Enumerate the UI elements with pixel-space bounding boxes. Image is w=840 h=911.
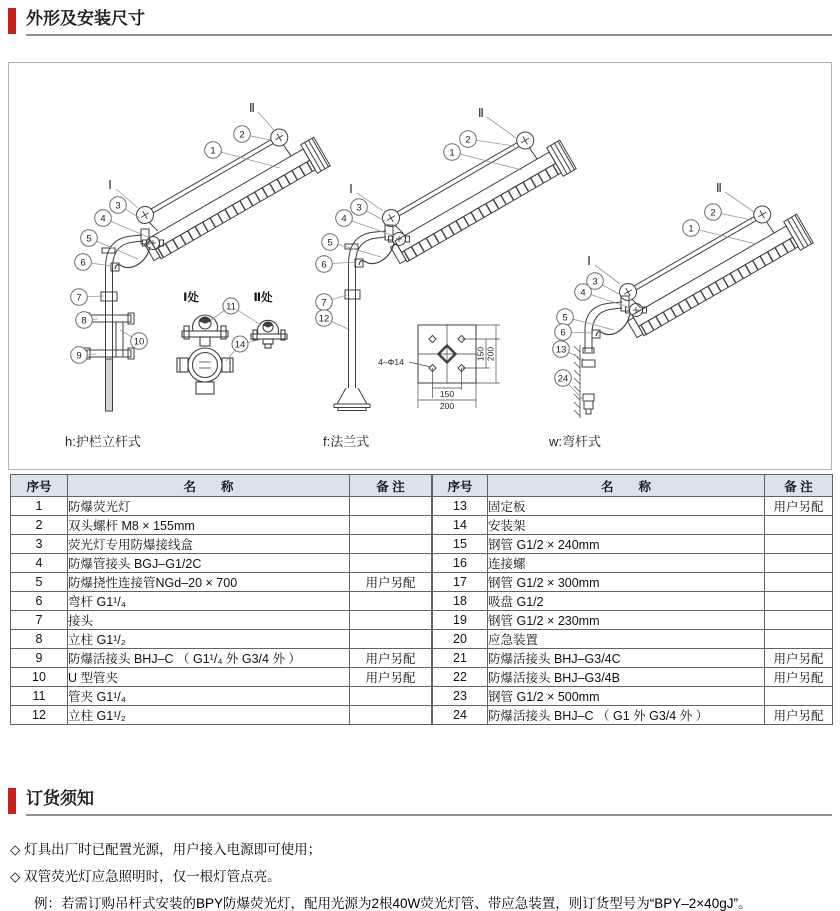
cell-name: 弯杆 G1¹/₄ — [68, 592, 350, 611]
svg-text:1: 1 — [449, 147, 455, 159]
svg-text:3: 3 — [356, 202, 362, 214]
callout-8 — [76, 312, 98, 329]
installation-drawings-panel — [8, 62, 832, 470]
table-row — [433, 706, 833, 725]
cell-no: 24 — [433, 706, 488, 725]
svg-text:1: 1 — [688, 223, 694, 235]
installation-drawings — [9, 63, 831, 469]
cell-name: 接头 — [68, 611, 350, 630]
svg-text:11: 11 — [226, 301, 236, 313]
cell-note — [350, 630, 432, 649]
cell-no: 18 — [433, 592, 488, 611]
cell-name: 双头螺杆 M8 × 155mm — [68, 516, 350, 535]
callout-6 — [555, 324, 593, 341]
svg-text:5: 5 — [562, 312, 568, 324]
callout-7 — [71, 289, 104, 306]
svg-text:Ⅱ处: Ⅱ处 — [253, 292, 273, 304]
table-row — [11, 668, 432, 687]
callout-24 — [555, 370, 585, 402]
svg-text:4: 4 — [100, 213, 106, 225]
cell-note — [765, 611, 833, 630]
callout-1 — [683, 220, 756, 244]
svg-text:6: 6 — [560, 327, 566, 339]
svg-text:3: 3 — [592, 276, 598, 288]
svg-text:8: 8 — [81, 315, 87, 327]
svg-text:12: 12 — [318, 313, 330, 325]
callout-10 — [120, 330, 147, 349]
svg-text:3: 3 — [115, 200, 121, 212]
callout-5 — [81, 230, 138, 259]
cell-no: 17 — [433, 573, 488, 592]
cell-name: 安装架 — [488, 516, 765, 535]
table-row — [11, 687, 432, 706]
cell-name: 立柱 G1¹/₂ — [68, 630, 350, 649]
callout-12 — [316, 310, 350, 330]
caption-guardrail-pole: h:护栏立杆式 — [65, 434, 141, 449]
parts-table-right — [432, 474, 833, 725]
flange-dim-150-v: 150 — [475, 346, 486, 362]
svg-text:Ⅱ: Ⅱ — [716, 181, 722, 195]
cell-no: 2 — [11, 516, 68, 535]
cell-name: 钢管 G1/2 × 230mm — [488, 611, 765, 630]
cell-note — [765, 516, 833, 535]
cell-name: 防爆活接头 BHJ–G3/4C — [488, 649, 765, 668]
cell-note — [350, 535, 432, 554]
callout-6 — [316, 256, 356, 273]
table-row — [11, 630, 432, 649]
callout-3 — [110, 197, 140, 218]
table-row — [11, 611, 432, 630]
cell-note: 用户另配 — [765, 497, 833, 516]
cell-no: 19 — [433, 611, 488, 630]
section-ordering-header — [8, 788, 832, 816]
cell-name: 荧光灯专用防爆接线盒 — [68, 535, 350, 554]
callout-3 — [587, 273, 621, 295]
table-row — [11, 573, 432, 592]
flange-dim-200-v: 200 — [485, 346, 496, 362]
svg-text:24: 24 — [557, 373, 569, 385]
table-row — [11, 535, 432, 554]
cell-no: 9 — [11, 649, 68, 668]
cell-no: 13 — [433, 497, 488, 516]
svg-text:10: 10 — [133, 336, 145, 348]
cell-name: 吸盘 G1/2 — [488, 592, 765, 611]
svg-text:Ⅱ: Ⅱ — [478, 106, 484, 120]
ordering-title: 订货须知 — [26, 789, 94, 808]
cell-no: 22 — [433, 668, 488, 687]
parts-table-left — [10, 474, 432, 725]
svg-text:2: 2 — [239, 129, 245, 141]
cell-no: 11 — [11, 687, 68, 706]
cell-note: 用户另配 — [765, 668, 833, 687]
svg-text:2: 2 — [710, 207, 716, 219]
table-row — [433, 611, 833, 630]
cell-no: 20 — [433, 630, 488, 649]
svg-text:4: 4 — [580, 287, 586, 299]
cell-name: 防爆荧光灯 — [68, 497, 350, 516]
note-example: 例：若需订购吊杆式安装的BPY防爆荧光灯，配用光源为2根40W荧光灯管、带应急装置，则订货型号为“BPY–2×40gJ”。 — [34, 896, 752, 911]
drawing-guardrail-pole — [65, 101, 333, 449]
col-header-name: 名 称 — [488, 475, 765, 497]
svg-text:Ⅰ: Ⅰ — [587, 254, 591, 268]
table-row — [433, 649, 833, 668]
col-header-name: 名 称 — [68, 475, 350, 497]
table-row — [11, 516, 432, 535]
svg-text:7: 7 — [321, 297, 327, 309]
page-title: 外形及安装尺寸 — [26, 9, 145, 28]
cell-note — [765, 573, 833, 592]
svg-text:7: 7 — [76, 292, 82, 304]
cell-note — [350, 554, 432, 573]
col-header-no: 序号 — [433, 475, 488, 497]
table-row — [11, 592, 432, 611]
flange-holes-label: 4–Φ14 — [378, 357, 404, 367]
caption-flange: f:法兰式 — [323, 434, 370, 449]
callout-5 — [322, 234, 381, 257]
flange-dim-200-h: 200 — [439, 401, 455, 411]
svg-text:6: 6 — [321, 259, 327, 271]
caption-bent-rod: w:弯杆式 — [549, 434, 602, 449]
callout-1 — [444, 144, 522, 170]
title-underline — [26, 788, 832, 816]
table-row — [11, 497, 432, 516]
cell-name: 钢管 G1/2 × 240mm — [488, 535, 765, 554]
cell-name: 钢管 G1/2 × 500mm — [488, 687, 765, 706]
table-row — [433, 516, 833, 535]
table-header-row — [11, 475, 432, 497]
svg-text:6: 6 — [80, 257, 86, 269]
svg-text:Ⅰ处: Ⅰ处 — [183, 292, 199, 304]
svg-text:13: 13 — [555, 344, 567, 356]
callout-3 — [351, 199, 385, 221]
cell-note — [350, 497, 432, 516]
svg-text:Ⅰ: Ⅰ — [108, 178, 112, 192]
table-row — [433, 687, 833, 706]
cell-name: 管夹 G1¹/₄ — [68, 687, 350, 706]
cell-note — [765, 687, 833, 706]
callout-7 — [316, 294, 347, 311]
cell-note — [350, 516, 432, 535]
cell-note — [350, 592, 432, 611]
cell-no: 14 — [433, 516, 488, 535]
cell-no: 15 — [433, 535, 488, 554]
svg-text:9: 9 — [76, 350, 82, 362]
callout-2 — [234, 126, 270, 143]
table-header-row — [433, 475, 833, 497]
position-label-ii — [478, 106, 516, 138]
cell-name: 应急装置 — [488, 630, 765, 649]
table-row — [11, 649, 432, 668]
svg-text:Ⅱ: Ⅱ — [249, 101, 255, 115]
table-row — [433, 554, 833, 573]
cell-note — [765, 554, 833, 573]
svg-text:14: 14 — [234, 339, 246, 351]
svg-text:Ⅰ: Ⅰ — [349, 182, 353, 196]
cell-name: 防爆挠性连接管NGd–20 × 700 — [68, 573, 350, 592]
note-item: ◇ 灯具出厂时已配置光源，用户接入电源即可使用； — [10, 842, 322, 857]
table-row — [433, 573, 833, 592]
red-accent-bar — [8, 788, 16, 814]
col-header-no: 序号 — [11, 475, 68, 497]
clamp-detail-view — [177, 290, 287, 394]
cell-no: 21 — [433, 649, 488, 668]
cell-note — [350, 687, 432, 706]
cell-no: 8 — [11, 630, 68, 649]
note-item: ◇ 双管荧光灯应急照明时，仅一根灯管点亮。 — [10, 869, 281, 884]
drawing-flange — [316, 106, 577, 449]
cell-no: 23 — [433, 687, 488, 706]
cell-name: 钢管 G1/2 × 300mm — [488, 573, 765, 592]
cell-note — [765, 630, 833, 649]
table-row — [433, 592, 833, 611]
callout-9 — [71, 347, 96, 364]
svg-text:1: 1 — [210, 145, 216, 157]
cell-name: 防爆管接头 BGJ–G1/2C — [68, 554, 350, 573]
cell-note: 用户另配 — [350, 668, 432, 687]
cell-name: 防爆活接头 BHJ–C （ G1 外 G3/4 外 ） — [488, 706, 765, 725]
cell-note: 用户另配 — [765, 706, 833, 725]
position-label-ii — [249, 101, 274, 130]
position-label-ii — [716, 181, 754, 212]
cell-no: 10 — [11, 668, 68, 687]
cell-note — [350, 706, 432, 725]
cell-note — [765, 592, 833, 611]
cell-no: 16 — [433, 554, 488, 573]
cell-note: 用户另配 — [765, 649, 833, 668]
cell-note: 用户另配 — [350, 649, 432, 668]
section-dimensions-header — [8, 8, 832, 36]
table-row — [11, 706, 432, 725]
cell-name: 固定板 — [488, 497, 765, 516]
drawing-bent-rod — [548, 181, 813, 449]
cell-no: 4 — [11, 554, 68, 573]
cell-no: 1 — [11, 497, 68, 516]
svg-text:5: 5 — [327, 237, 333, 249]
parts-table — [10, 474, 831, 725]
col-header-note: 备 注 — [350, 475, 432, 497]
col-header-note: 备 注 — [765, 475, 833, 497]
cell-note — [350, 611, 432, 630]
svg-text:4: 4 — [341, 213, 347, 225]
cell-note — [765, 535, 833, 554]
cell-name: 连接螺 — [488, 554, 765, 573]
cell-no: 5 — [11, 573, 68, 592]
table-row — [433, 630, 833, 649]
cell-no: 3 — [11, 535, 68, 554]
cell-name: 防爆活接头 BHJ–C （ G1¹/₄ 外 G3/4 外 ） — [68, 649, 350, 668]
ordering-notes — [10, 836, 830, 911]
table-row — [11, 554, 432, 573]
red-accent-bar — [8, 8, 16, 34]
cell-note: 用户另配 — [350, 573, 432, 592]
cell-no: 12 — [11, 706, 68, 725]
svg-text:2: 2 — [465, 134, 471, 146]
cell-no: 6 — [11, 592, 68, 611]
cell-name: 立柱 G1¹/₂ — [68, 706, 350, 725]
flange-dim-150-h: 150 — [439, 389, 455, 399]
cell-name: 防爆活接头 BHJ–G3/4B — [488, 668, 765, 687]
callout-2 — [460, 131, 514, 148]
table-row — [433, 497, 833, 516]
title-underline — [26, 8, 832, 36]
flange-plate-detail — [378, 325, 500, 411]
table-row — [433, 668, 833, 687]
callout-4 — [95, 210, 148, 237]
cell-no: 7 — [11, 611, 68, 630]
table-row — [433, 535, 833, 554]
svg-text:5: 5 — [86, 233, 92, 245]
cell-name: U 型管夹 — [68, 668, 350, 687]
